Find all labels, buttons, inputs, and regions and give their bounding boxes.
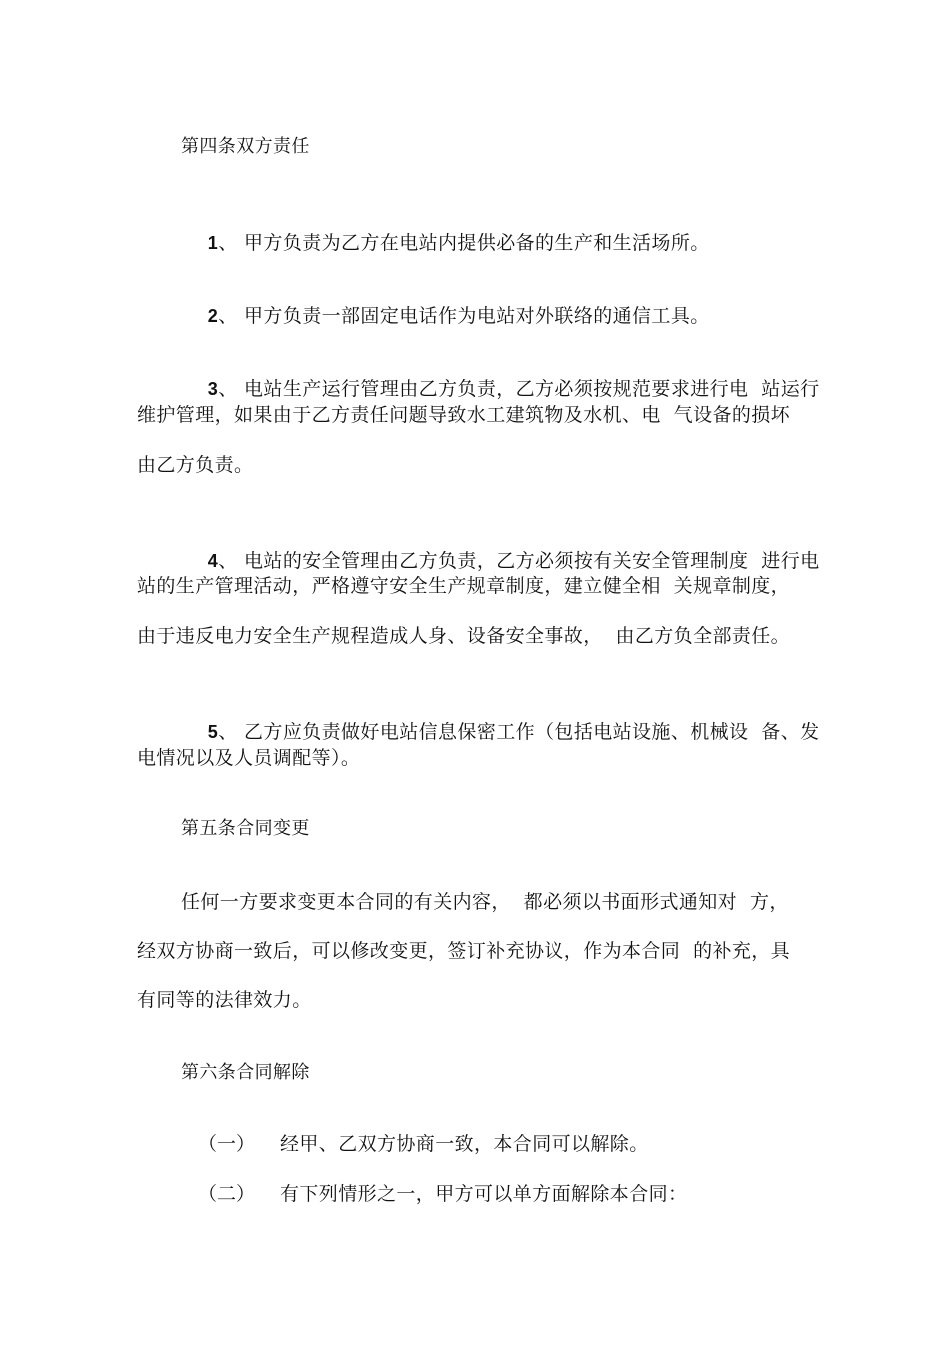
article6-item1-text: 经甲、乙双方协商一致，本合同可以解除。 (280, 1133, 649, 1155)
item-text: 、 乙方应负责做好电站信息保密工作（包括电站设施、机械设 备、发 (218, 721, 820, 743)
article4-item4-line3: 由于违反电力安全生产规程造成人身、设备安全事故， 由乙方负全部责任。 (137, 625, 791, 647)
item-text: 、 电站生产运行管理由乙方负责，乙方必须按规范要求进行电 站运行 (218, 378, 820, 400)
article6-item1-label: （一） (198, 1133, 256, 1155)
article4-item1 (182, 207, 710, 279)
article4-item3-line3: 由乙方负责。 (137, 454, 254, 476)
item-text: 、 电站的安全管理由乙方负责，乙方必须按有关安全管理制度 进行电 (218, 550, 820, 572)
article6-item2-text: 有下列情形之一，甲方可以单方面解除本合同： (280, 1183, 688, 1205)
item-number: 4 (207, 551, 219, 571)
article5-line2: 经双方协商一致后，可以修改变更，签订补充协议，作为本合同 的补充，具 (137, 940, 791, 962)
article5-line3: 有同等的法律效力。 (137, 989, 312, 1011)
item-text: 、 甲方负责一部固定电话作为电站对外联络的通信工具。 (218, 305, 710, 327)
item-number: 5 (207, 722, 219, 742)
article4-heading: 第四条双方责任 (181, 136, 310, 157)
article4-item3-line2: 维护管理，如果由于乙方责任问题导致水工建筑物及水机、电 气设备的损坏 (137, 404, 791, 426)
article6-heading: 第六条合同解除 (181, 1062, 310, 1083)
item-number: 3 (207, 379, 219, 399)
item-number: 1 (207, 233, 219, 253)
article4-item5-line2: 电情况以及人员调配等）。 (137, 747, 361, 769)
article5-line1: 任何一方要求变更本合同的有关内容， 都必须以书面形式通知对 方， (181, 891, 789, 913)
article4-item4-line2: 站的生产管理活动，严格遵守安全生产规章制度，建立健全相 关规章制度， (137, 575, 791, 597)
article4-item2 (182, 280, 710, 352)
article5-heading: 第五条合同变更 (181, 818, 310, 839)
article6-item2-label: （二） (198, 1183, 256, 1205)
item-number: 2 (207, 306, 219, 326)
item-text: 、 甲方负责为乙方在电站内提供必备的生产和生活场所。 (218, 232, 710, 254)
